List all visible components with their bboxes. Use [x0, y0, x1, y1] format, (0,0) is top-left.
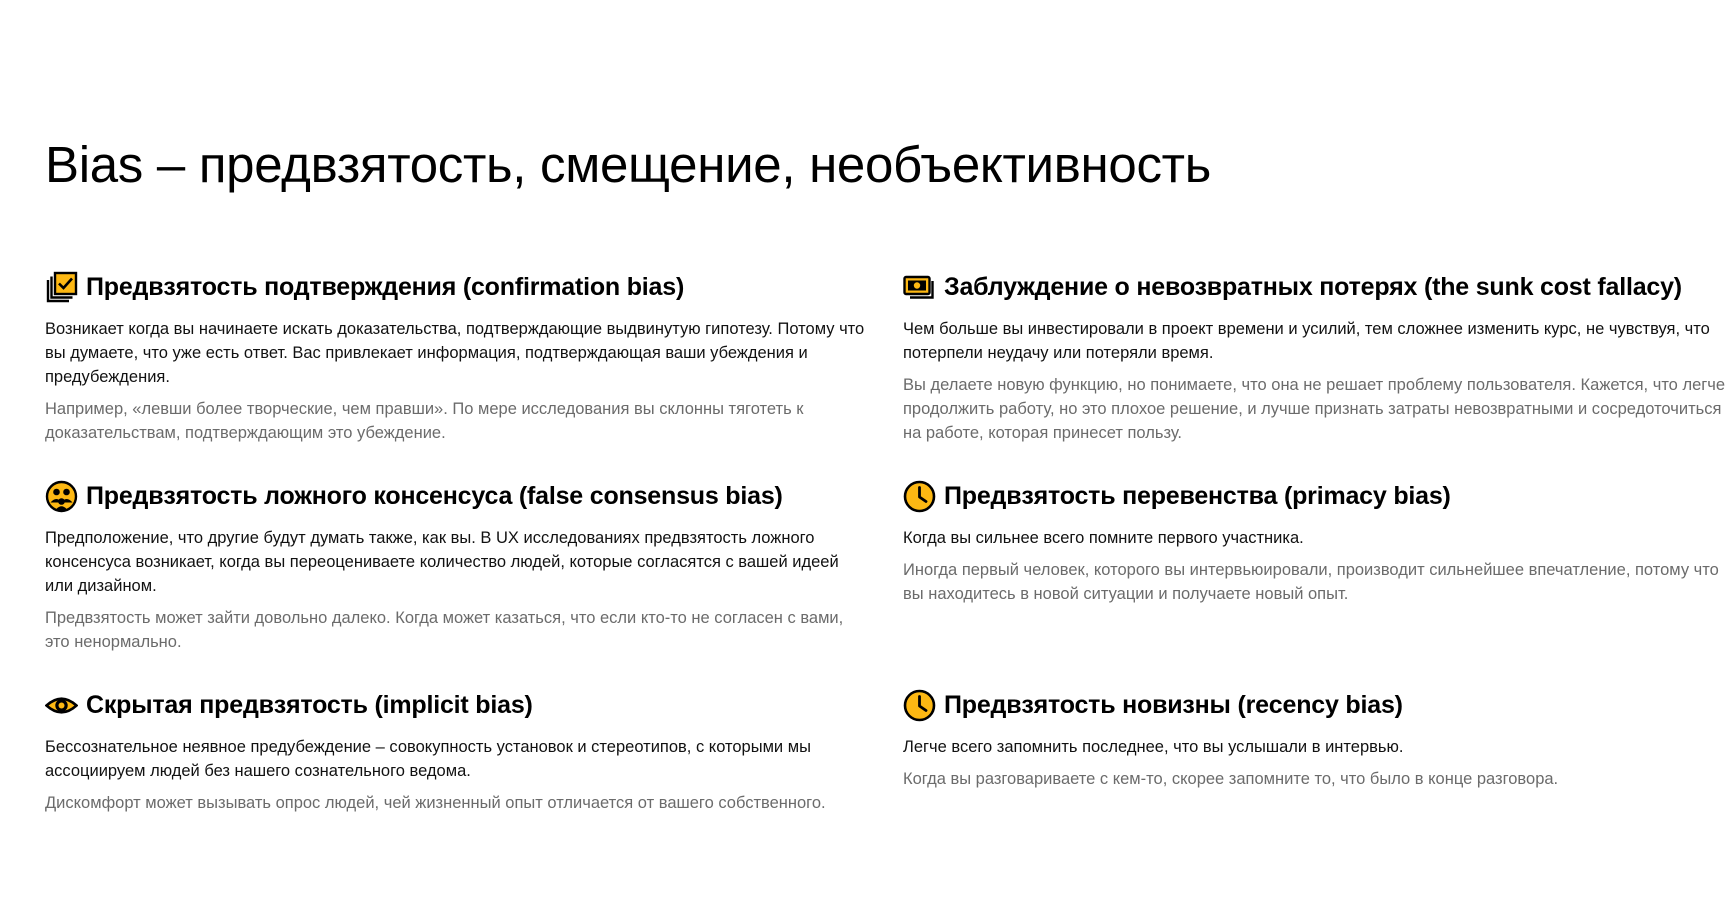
section-heading-row — [45, 686, 865, 724]
section-example: Когда вы разговариваете с кем-то, скорее запомните то, что было в конце разговора. — [903, 770, 1559, 788]
section-false-consensus-bias — [45, 477, 865, 654]
section-heading-row — [45, 268, 865, 306]
group-icon — [45, 480, 78, 513]
clock-icon — [903, 480, 936, 513]
section-description: Легче всего запомнить последнее, что вы услышали в интервью. — [903, 738, 1404, 756]
section-heading-row — [903, 477, 1728, 515]
money-icon — [903, 271, 936, 304]
section-implicit-bias — [45, 686, 865, 815]
section-heading: Заблуждение о невозвратных потерях (the sunk cost fallacy) — [944, 273, 1682, 301]
section-primacy-bias — [903, 477, 1728, 606]
section-description: Возникает когда вы начинаете искать доказательства, подтверждающие выдвинутую гипотезу. Потому что вы думаете, что уже есть ответ. Вас привлекает информация, подтверждающая ваши убеждения и предубеждения. — [45, 320, 865, 386]
section-example: Дискомфорт может вызывать опрос людей, чей жизненный опыт отличается от вашего собственного. — [45, 794, 826, 812]
section-example: Предвзятость может зайти довольно далеко. Когда может казаться, что если кто-то не согласен с вами, это ненормально. — [45, 609, 844, 651]
clock-icon — [903, 689, 936, 722]
section-description: Чем больше вы инвестировали в проект времени и усилий, тем сложнее изменить курс, не чувствуя, что потерпели неудачу или потеряли время. — [903, 320, 1710, 362]
section-heading-row — [45, 477, 865, 515]
section-confirmation-bias — [45, 268, 865, 445]
section-heading: Предвзятость подтверждения (confirmation bias) — [86, 273, 685, 301]
section-heading: Предвзятость ложного консенсуса (false consensus bias) — [86, 482, 783, 510]
page-title: Bias – предвзятость, смещение, необъективность — [45, 136, 1211, 193]
section-heading: Предвзятость новизны (recency bias) — [944, 691, 1403, 719]
section-sunk-cost-fallacy — [903, 268, 1728, 445]
section-example: Например, «левши более творческие, чем правши». По мере исследования вы склонны тяготеть к доказательствам, подтверждающим это убеждение. — [45, 400, 804, 442]
section-description: Когда вы сильнее всего помните первого участника. — [903, 529, 1304, 547]
eye-icon — [45, 689, 78, 722]
section-heading: Скрытая предвзятость (implicit bias) — [86, 691, 533, 719]
section-example: Иногда первый человек, которого вы интервьюировали, производит сильнейшее впечатление, потому что вы находитесь в новой ситуации и получаете новый опыт. — [903, 561, 1719, 603]
section-description: Бессознательное неявное предубеждение – совокупность установок и стереотипов, с которыми мы ассоциируем людей без нашего сознательного ведома. — [45, 738, 811, 780]
section-example: Вы делаете новую функцию, но понимаете, что она не решает проблему пользователя. Кажется, что легче продолжить работу, но это плохое решение, и лучше признать затраты невозвратными и сосредоточиться на работе, которая принесет пользу. — [903, 376, 1726, 442]
checklist-icon — [45, 271, 78, 304]
section-recency-bias — [903, 686, 1728, 791]
section-heading: Предвзятость перевенства (primacy bias) — [944, 482, 1451, 510]
section-description: Предположение, что другие будут думать также, как вы. В UX исследованиях предвзятость ложного консенсуса возникает, когда вы переоцениваете количество людей, которые согласятся с вашей идеей или дизайном. — [45, 529, 839, 595]
section-heading-row — [903, 686, 1728, 724]
section-heading-row — [903, 268, 1728, 306]
